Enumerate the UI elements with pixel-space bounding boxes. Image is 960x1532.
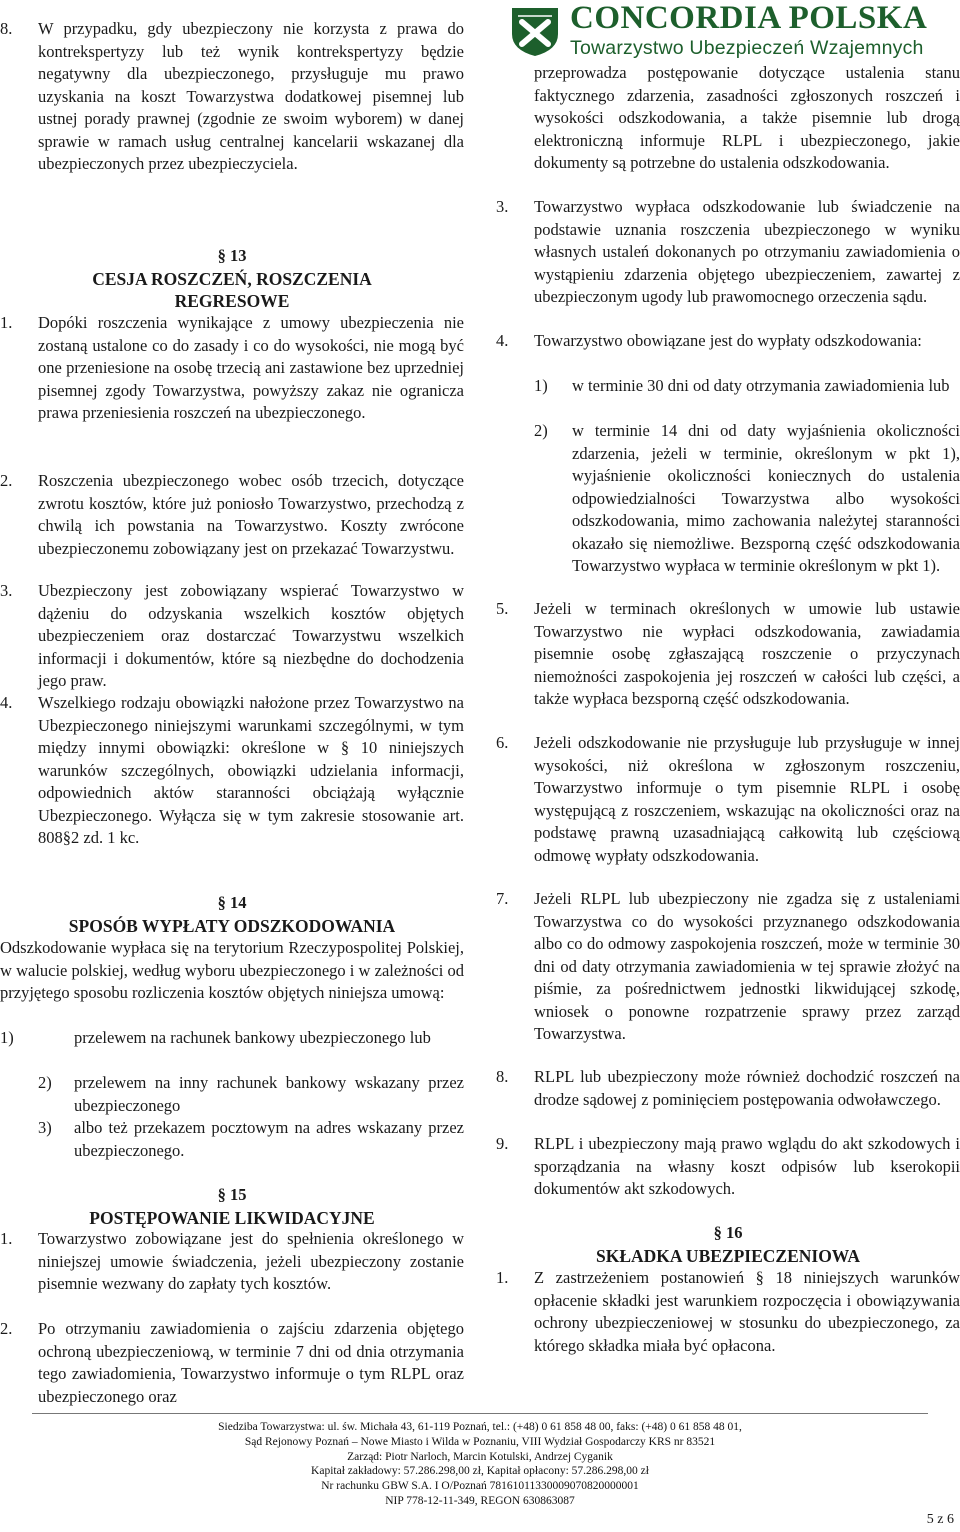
- deadline-option-1: [534, 375, 960, 421]
- section-15-item-8: [496, 1066, 960, 1134]
- item-number: 1.: [496, 1268, 509, 1287]
- item-text: Towarzystwo obowiązane jest do wypłaty odszkodowania:: [534, 331, 922, 350]
- concordia-emblem-icon: [508, 4, 562, 58]
- item-number: 4.: [496, 331, 509, 350]
- section-13-number: § 13: [217, 246, 247, 265]
- item-number: 2.: [0, 471, 13, 490]
- footer-line: Nr rachunku GBW S.A. I O/Poznań 78161011330009070820000001: [321, 1480, 639, 1493]
- option-number: 1): [534, 376, 548, 395]
- section-14-number: § 14: [217, 893, 247, 912]
- item-number: 1.: [0, 313, 13, 332]
- section-15-item-9: [496, 1133, 960, 1201]
- item-number: 2.: [0, 1319, 13, 1338]
- option-text: przelewem na rachunek bankowy ubezpieczonego lub: [74, 1028, 431, 1047]
- item-number: 6.: [496, 733, 509, 752]
- section-15-item-4: [496, 330, 960, 376]
- item-text: Towarzystwo zobowiązane jest do spełnienia określonego w niniejszej umowie świadczenia, jeżeli ubezpieczony zostanie pisemnie wezwany do zapłaty tych kosztów.: [38, 1229, 464, 1293]
- section-15-item-5: [496, 598, 960, 732]
- section-14-intro: Odszkodowanie wypłaca się na terytorium Rzeczypospolitej Polskiej, w walucie polskiej, według wyboru ubezpieczonego i w zależności od przyjętego sposobu rozliczenia kosztów objętych niniejsza umową:: [0, 938, 464, 1002]
- item-text: RLPL i ubezpieczony mają prawo wglądu do akt szkodowych i sporządzania na własny koszt odpisów lub kserokopii dokumentów akt szkodowych.: [534, 1134, 960, 1198]
- item-text: RLPL lub ubezpieczony może również dochodzić roszczeń na drodze sądowej z pominięciem postępowania odwoławczego.: [534, 1067, 960, 1109]
- item-text: Ubezpieczony jest zobowiązany wspierać Towarzystwo w dążeniu do odzyskania wszelkich kosztów objętych ubezpieczeniem oraz dostarczać Towarzystwu wszelkich informacji i dokumentów, które są niezbędne do dochodzenia jego praw.: [38, 581, 464, 690]
- item-number: 8.: [496, 1067, 509, 1086]
- option-text: albo też przekazem pocztowym na adres wskazany przez ubezpieczonego.: [74, 1118, 464, 1160]
- payment-option-2: [0, 1072, 464, 1118]
- footer-divider: [32, 1413, 928, 1414]
- item-text: Dopóki roszczenia wynikające z umowy ubezpieczenia nie zostaną ustalone co do zasady i co do wysokości, nie mogą być one przeniesione na osobę trzecią ani zastawione bez uprzedniej pisemnej zgody Towarzystwa, powyższy zakaz nie ogranicza prawa przeniesienia roszczeń na ubezpieczonego.: [38, 313, 464, 422]
- concordia-logo: [508, 0, 948, 64]
- payment-option-1: [0, 1027, 464, 1073]
- section-15-item-1: [0, 1228, 464, 1318]
- option-text: w terminie 30 dni od daty otrzymania zawiadomienia lub: [572, 376, 950, 395]
- section-13-item-4: [0, 692, 464, 872]
- section-16-title: SKŁADKA UBEZPIECZENIOWA: [595, 1246, 861, 1266]
- section-15-number: § 15: [217, 1185, 247, 1204]
- brand-tagline: Towarzystwo Ubezpieczeń Wzajemnych: [570, 37, 924, 59]
- section-16-item-1: [496, 1267, 960, 1379]
- item-text: Wszelkiego rodzaju obowiązki nałożone przez Towarzystwo na Ubezpieczonego niniejszymi warunkami szczególnymi, w tym między innymi obowiązki: określone w § 10 niniejszych warunków szczególnych, obowiązki udzielania informacji, odpowiednich aktów staranności obciążają wyłącznie Ubezpieczonego. Wyłącza się w tym zakresie stosowanie art. 808§2 zd. 1 kc.: [38, 693, 464, 847]
- item-text: Roszczenia ubezpieczonego wobec osób trzecich, dotyczące zwrotu kosztów, które już poniosło Towarzystwo, przechodzą z chwilą ich powstania na Towarzystwo. Koszty zwrócone ubezpieczonemu zobowiązany jest on przekazać Towarzystwu.: [38, 471, 464, 558]
- paragraph-8: [0, 18, 464, 224]
- section-16-number: § 16: [713, 1223, 743, 1242]
- page-number: 5 z 6: [926, 1512, 954, 1527]
- item-number: 8.: [0, 19, 13, 38]
- brand-name: CONCORDIA POLSKA: [570, 0, 928, 36]
- section-14-title: SPOSÓB WYPŁATY ODSZKODOWANIA: [68, 916, 396, 936]
- option-number: 1): [0, 1028, 14, 1047]
- section-15-title: POSTĘPOWANIE LIKWIDACYJNE: [89, 1208, 375, 1228]
- item-text: Jeżeli w terminach określonych w umowie lub ustawie Towarzystwo nie wypłaci odszkodowania, zawiadamia pisemnie osobę zgłaszającą roszczenie o przyczynach niemożności zaspokojenia jej roszczeń w całości lub części, a także wypłaca bezsporną część odszkodowania.: [534, 599, 960, 708]
- footer-line: Siedziba Towarzystwa: ul. św. Michała 43, 61-119 Poznań, tel.: (+48) 0 61 858 48 00, faks: (+48) 0 61 858 48 01,: [218, 1421, 742, 1433]
- footer-line: Zarząd: Piotr Narloch, Marcin Kotulski, Andrzej Cyganik: [347, 1450, 613, 1463]
- section-13-item-2: [0, 470, 464, 580]
- footer-line: NIP 778-12-11-349, REGON 630863087: [385, 1494, 575, 1507]
- item-text: Towarzystwo wypłaca odszkodowanie lub świadczenie na podstawie uznania roszczenia ubezpieczonego w wyniku własnych ustaleń dokonanych po otrzymaniu zawiadomienia o wystąpieniu zdarzenia objętego ubezpieczeniem, zawartej z ubezpieczonym ugody lub prawomocnego orzeczenia sądu.: [534, 197, 960, 306]
- item-number: 1.: [0, 1229, 13, 1248]
- option-number: 2): [534, 421, 548, 440]
- continuation-text: przeprowadza postępowanie dotyczące ustalenia stanu faktycznego zdarzenia, zasadności zgłoszonych roszczeń i wysokości odszkodowania, a także pisemnie lub drogą elektroniczną informuje RLPL i ubezpieczonego, jakie dokumenty są potrzebne do ustalenia odszkodowania.: [534, 63, 960, 172]
- section-13-item-1: [0, 312, 464, 472]
- item-number: 4.: [0, 693, 13, 712]
- section-13-title-line1: CESJA ROSZCZEŃ, ROSZCZENIA: [92, 269, 372, 289]
- option-number: 2): [38, 1073, 52, 1092]
- section-15-item-3: [496, 196, 960, 328]
- item-number: 5.: [496, 599, 509, 618]
- item-number: 3.: [496, 197, 509, 216]
- option-number: 3): [38, 1118, 52, 1137]
- option-text: w terminie 14 dni od daty wyjaśnienia okoliczności zdarzenia, jeżeli w terminie, określonym w pkt 1), wyjaśnienie okoliczności koniecznych do ustalenia odpowiedzialności Towarzystwa albo wysokości odszkodowania, mimo zachowania należytej staranności okazało się niemożliwe. Bezsporną część odszkodowania Towarzystwo wypłaca w terminie określonym w pkt 1).: [572, 421, 960, 575]
- section-13-title-line2: REGRESOWE: [174, 291, 290, 311]
- item-text: Z zastrzeżeniem postanowień § 18 niniejszych warunków opłacenie składki jest warunkiem rozpoczęcia i obowiązywania ochrony ubezpieczeniowej w stosunku do ubezpieczonego, za którego składka miała być opłacona.: [534, 1268, 960, 1355]
- item-text: Po otrzymaniu zawiadomienia o zajściu zdarzenia objętego ochroną ubezpieczeniową, w terminie 7 dni od dnia otrzymania tego zawiadomienia, Towarzystwo informuje o tym RLPL oraz ubezpieczonego oraz: [38, 1319, 464, 1406]
- company-footer: [0, 1420, 960, 1509]
- section-15-item-6: [496, 732, 960, 888]
- section-15-item-7: [496, 888, 960, 1066]
- footer-line: Kapitał zakładowy: 57.286.298,00 zł, Kapitał opłacony: 57.286.298,00 zł: [311, 1465, 649, 1478]
- option-text: przelewem na inny rachunek bankowy wskazany przez ubezpieczonego: [74, 1073, 464, 1115]
- item-number: 9.: [496, 1134, 509, 1153]
- item-number: 7.: [496, 889, 509, 908]
- item-text: Jeżeli RLPL lub ubezpieczony nie zgadza się z ustaleniami Towarzystwa co do wysokości przyznanego odszkodowania albo co do odmowy zaspokojenia roszczeń, może w terminie 30 dni od daty otrzymania zawiadomienia w tej sprawie złożyć na piśmie, za pośrednictwem jednostki likwidującej szkodę, wniosek o ponowne rozpatrzenie sprawy przez zarząd Towarzystwa.: [534, 889, 960, 1043]
- footer-line: Sąd Rejonowy Poznań – Nowe Miasto i Wilda w Poznaniu, VIII Wydział Gospodarczy KRS nr 83521: [244, 1435, 716, 1448]
- section-13-item-3: [0, 580, 464, 692]
- item-text: Jeżeli odszkodowanie nie przysługuje lub przysługuje w innej wysokości, niż określona w zgłoszonym roszczeniu, Towarzystwo informuje o tym pisemnie RLPL i osobę występującą z roszczeniem, wskazując na okoliczności oraz na podstawę prawną uzasadniającą całkowitą lub częściową odmowę wypłaty odszkodowania.: [534, 733, 960, 865]
- item-number: 3.: [0, 581, 13, 600]
- item-text: W przypadku, gdy ubezpieczony nie korzysta z prawa do kontrekspertyzy lub też wynik kontrekspertyzy będzie negatywny dla ubezpieczonego, przysługuje mu prawo uzyskania na koszt Towarzystwa dodatkowej pisemnej lub ustnej porady prawnej (zgodnie ze swoim wyborem) w danej sprawie w ramach usług centralnej kancelarii wskazanej dla ubezpieczonych przez ubezpieczyciela.: [38, 19, 464, 173]
- deadline-option-2: [534, 420, 960, 600]
- section-15-item-2: [0, 1318, 464, 1410]
- payment-option-3: [0, 1117, 464, 1163]
